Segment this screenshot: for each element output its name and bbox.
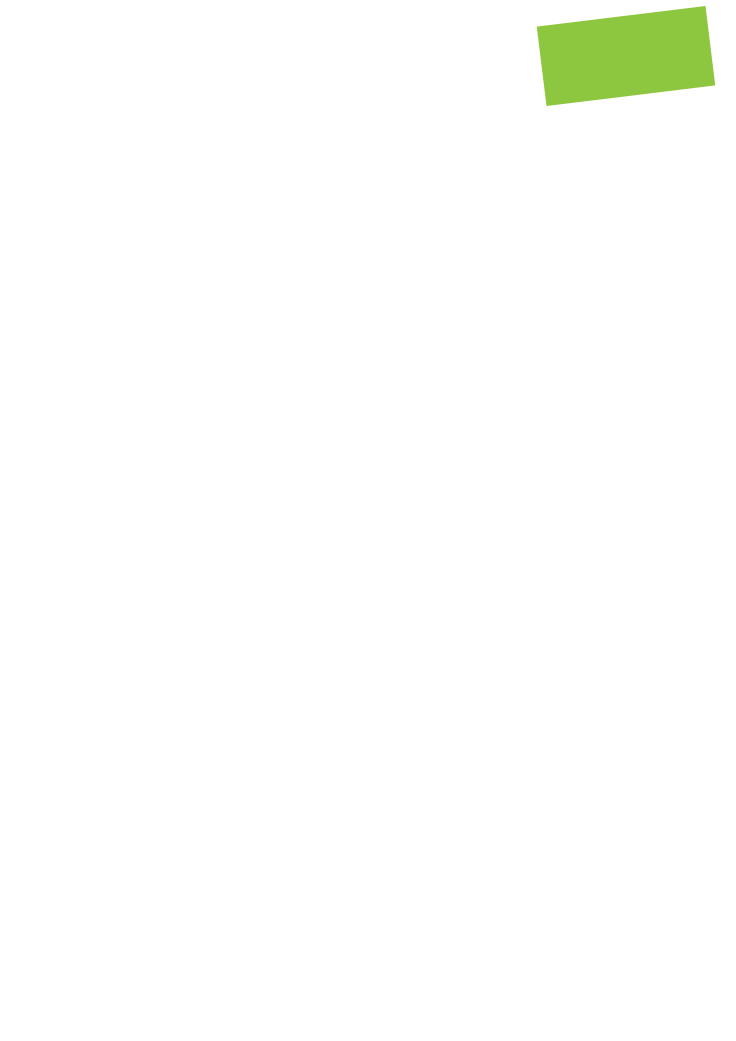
brand-link[interactable] [539, 28, 708, 49]
brand-badge[interactable] [537, 6, 715, 106]
